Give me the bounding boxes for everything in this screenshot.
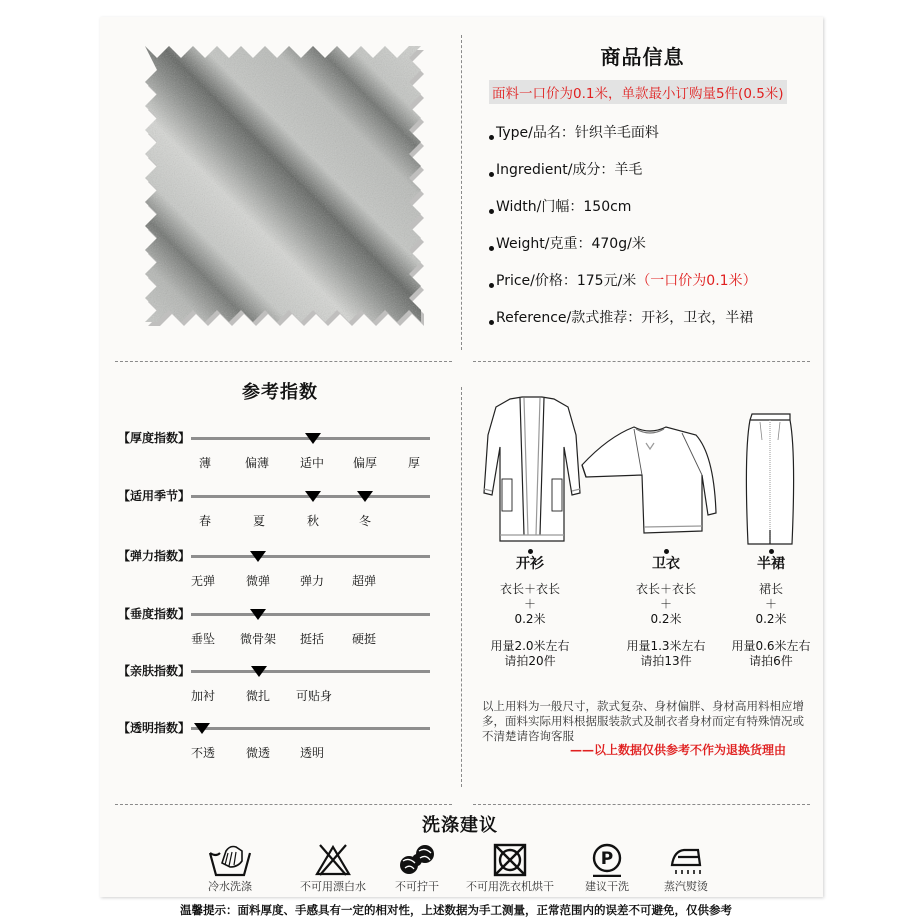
selected-marker-icon <box>250 609 266 620</box>
spec-weight: Weight/克重：470g/米 <box>489 234 757 271</box>
bullet-icon <box>664 549 669 554</box>
footer-disclaimer: 温馨提示：面料厚度、手感具有一定的相对性，上述数据为手工测量，正常范围内的误差不可避免，仅供参考 <box>180 903 732 917</box>
divider-horizontal-right <box>473 361 810 362</box>
reference-index-title: 参考指数 <box>242 382 318 403</box>
wash-steam-iron: 蒸汽熨烫 <box>656 843 716 894</box>
washing-title: 洗涤建议 <box>422 815 498 836</box>
divider-vertical-top <box>461 35 462 350</box>
wash-cold-water: 冷水洗涤 <box>200 843 260 894</box>
product-info-title: 商品信息 <box>600 45 685 69</box>
bullet-icon <box>489 172 494 177</box>
scale-elasticity: 【弹力指数】 无弹 微弹 弹力 超弹 <box>118 555 430 599</box>
wash-no-bleach: 不可用漂白水 <box>300 843 366 894</box>
sweatshirt-illustration <box>578 425 720 537</box>
wash-no-tumble-dry: 不可用洗衣机烘干 <box>460 843 560 894</box>
product-detail-card <box>100 17 823 897</box>
divider-horizontal-left <box>115 361 452 362</box>
scale-transparency: 【透明指数】 不透 微透 透明 <box>118 727 430 771</box>
spec-width: Width/门幅：150cm <box>489 197 757 234</box>
spec-reference: Reference/款式推荐：开衫，卫衣，半裙 <box>489 308 757 345</box>
wash-dry-clean: P 建议干洗 <box>577 843 637 894</box>
selected-marker-icon <box>250 551 266 562</box>
garment-sweatshirt: 卫衣 衣长＋衣长 ＋ 0.2米 用量1.3米左右 请拍13件 <box>631 549 701 669</box>
bullet-icon <box>769 549 774 554</box>
bullet-icon <box>489 246 494 251</box>
garment-skirt: 半裙 裙长 ＋ 0.2米 用量0.6米左右 请拍6件 <box>736 549 806 669</box>
no-tumble-dry-icon <box>492 843 528 877</box>
hand-wash-icon <box>208 843 252 877</box>
bullet-icon <box>489 135 494 140</box>
selected-marker-icon <box>305 491 321 502</box>
bullet-icon <box>489 320 494 325</box>
scale-skin-friendly: 【亲肤指数】 加衬 微扎 可贴身 <box>118 670 430 714</box>
spec-price: Price/价格：175元/米 （一口价为0.1米） <box>489 271 757 308</box>
min-order-banner: 面料一口价为0.1米，单款最小订购量5件(0.5米) <box>489 80 787 104</box>
selected-marker-icon <box>305 433 321 444</box>
divider-wash-left <box>115 804 452 805</box>
usage-disclaimer: ——以上数据仅供参考不作为退换货理由 <box>570 743 787 757</box>
spec-ingredient: Ingredient/成分：羊毛 <box>489 160 757 197</box>
no-wring-icon <box>398 843 436 877</box>
bullet-icon <box>528 549 533 554</box>
scale-label: 【厚度指数】 <box>118 431 191 445</box>
product-spec-list <box>489 123 757 345</box>
scale-thickness: 【厚度指数】 薄 偏薄 适中 偏厚 厚 <box>118 437 430 481</box>
fabric-swatch-image <box>140 41 425 326</box>
selected-marker-icon <box>357 491 373 502</box>
bullet-icon <box>489 209 494 214</box>
svg-text:P: P <box>600 849 614 869</box>
spec-type: Type/品名：针织羊毛面料 <box>489 123 757 160</box>
selected-marker-icon <box>194 723 210 734</box>
no-bleach-icon <box>314 843 352 877</box>
scale-drape: 【垂度指数】 垂坠 微骨架 挺括 硬挺 <box>118 613 430 657</box>
wash-no-wring: 不可拧干 <box>392 843 442 894</box>
usage-note: 以上用料为一般尺寸，款式复杂、身材偏胖、身材高用料相应增多，面料实际用料根据服装款式及制衣者身材而定有特殊情况或不清楚请咨询客服 <box>482 699 804 743</box>
cardigan-illustration <box>480 395 585 543</box>
steam-iron-icon <box>666 843 706 877</box>
garment-cardigan: 开衫 衣长＋衣长 ＋ 0.2米 用量2.0米左右 请拍20件 <box>495 549 565 669</box>
scale-season: 【适用季节】 春 夏 秋 冬 <box>118 495 430 539</box>
price-note: （一口价为0.1米） <box>636 273 757 289</box>
bullet-icon <box>489 283 494 288</box>
divider-vertical-bottom <box>461 387 462 787</box>
dry-clean-p-icon <box>589 843 625 877</box>
divider-wash-right <box>473 804 810 805</box>
skirt-illustration <box>744 412 796 548</box>
selected-marker-icon <box>251 666 267 677</box>
